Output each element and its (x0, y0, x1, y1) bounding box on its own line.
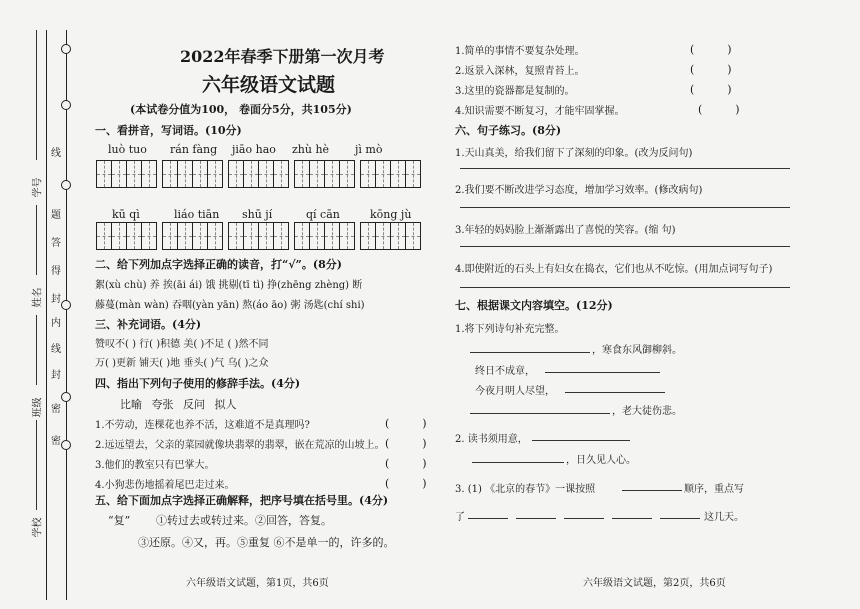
q4-item: 1.不劳动，连棵花也养不活，这难道不是真理吗? (95, 420, 310, 431)
name-blank[interactable] (36, 205, 37, 275)
poem-blank[interactable] (565, 392, 665, 393)
poem-line: 今夜月明人尽望， (475, 386, 555, 397)
answer-parens[interactable]: ( ) (690, 83, 732, 96)
q4-options: 比喻 夸张 反问 拟人 (120, 398, 237, 411)
poem-blank[interactable] (470, 352, 590, 353)
day-blank[interactable] (564, 518, 604, 519)
proverb-blank[interactable] (472, 462, 564, 463)
q6-item: 1.天山真美，给我们留下了深刻的印象。(改为反问句) (455, 148, 693, 159)
seal-char: 题 (51, 210, 61, 221)
answer-line[interactable] (460, 168, 790, 169)
q1-pinyin: shū jí (242, 208, 273, 221)
answer-parens[interactable]: ( ) (690, 43, 732, 56)
school-blank[interactable] (36, 420, 37, 510)
q1-pinyin: kōng jù (370, 208, 412, 221)
binding-hole (61, 44, 71, 54)
q2-line: 藤蔓(màn wàn) 吞咽(yàn yān) 熬(áo āo) 粥 汤匙(chí shi) (95, 300, 365, 311)
exam-title: 2022年春季下册第一次月考 (180, 47, 385, 66)
binding-hole (61, 180, 71, 190)
binding-line-inner (66, 30, 67, 600)
order-blank[interactable] (622, 490, 682, 491)
q6-item: 4.即使附近的石头上有妇女在捣衣，它们也从不吃惊。(用加点词写句子) (455, 264, 773, 275)
seal-char: 密 (51, 404, 61, 415)
class-label: 班级 (32, 397, 44, 418)
q7-sub3: 顺序，重点写 (684, 484, 744, 495)
poem-line: ，老大徒伤悲。 (612, 406, 682, 417)
page-footer-right: 六年级语文试题，第2页，共6页 (583, 578, 726, 589)
q5-definitions: ③还原。④又，再。⑤重复 ⑥不是单一的，许多的。 (138, 536, 395, 549)
q5-item: 4.知识需要不断复习，才能牢固掌握。 (455, 106, 625, 117)
q5-item: 3.这里的瓷器都是复制的。 (455, 86, 575, 97)
seal-char: 线 (51, 344, 61, 355)
answer-parens[interactable]: ( ) (385, 417, 427, 430)
binding-hole (61, 300, 71, 310)
q3-heading: 三、补充词语。(4分) (95, 318, 202, 331)
answer-parens[interactable]: ( ) (385, 477, 427, 490)
binding-hole (61, 392, 71, 402)
answer-line[interactable] (460, 207, 790, 208)
q1-pinyin: zhù hè (292, 143, 330, 156)
seal-feng-char: 封 (51, 294, 61, 305)
answer-line[interactable] (460, 287, 790, 288)
student-id-label: 学号 (32, 177, 44, 198)
name-label: 姓名 (32, 287, 44, 308)
q5-heading: 五、给下面加点字选择正确解释，把序号填在括号里。(4分) (95, 494, 389, 507)
q1-pinyin: kū qì (112, 208, 140, 221)
q4-item: 3.他们的教室只有巴掌大。 (95, 460, 215, 471)
q4-heading: 四、指出下列句子使用的修辞手法。(4分) (95, 377, 301, 390)
proverb-blank[interactable] (532, 440, 630, 441)
pinyin-writing-grid-row1[interactable] (96, 160, 420, 188)
q1-pinyin: luò tuo (108, 143, 147, 156)
q7-heading: 七、根据课文内容填空。(12分) (455, 299, 613, 312)
q5-definitions: ①转过去或转过来。②回答，答复。 (156, 514, 332, 527)
seal-char: 内 (51, 318, 61, 329)
answer-parens[interactable]: ( ) (385, 437, 427, 450)
pinyin-writing-grid-row2[interactable] (96, 222, 420, 250)
q1-heading: 一、看拼音，写词语。(10分) (95, 124, 242, 137)
q5-word: “复” (108, 514, 131, 527)
class-blank[interactable] (36, 315, 37, 385)
exam-subtitle: 六年级语文试题 (202, 74, 336, 96)
q3-line: 万( )更新 铺天( )地 垂头( )气 乌( )之众 (95, 358, 269, 369)
q6-item: 2.我们要不断改进学习态度，增加学习效率。(修改病句) (455, 185, 703, 196)
answer-parens[interactable]: ( ) (698, 103, 740, 116)
day-blank[interactable] (660, 518, 700, 519)
q7-sub3: 了 (455, 512, 465, 523)
binding-hole (61, 100, 71, 110)
seal-mi-char: 密 (51, 436, 61, 447)
seal-char: 得 (51, 266, 61, 277)
poem-line: ，寒食东风御柳斜。 (592, 345, 682, 356)
q1-pinyin: liáo tiān (174, 208, 220, 221)
poem-blank[interactable] (470, 413, 610, 414)
poem-blank[interactable] (545, 372, 660, 373)
q5-item: 2.返景入深林，复照青苔上。 (455, 66, 585, 77)
score-note: (本试卷分值为100， 卷面分5分，共105分) (130, 103, 352, 116)
q1-pinyin: jì mò (355, 143, 383, 156)
binding-line-outer (46, 30, 47, 600)
student-id-blank[interactable] (36, 30, 37, 160)
q1-pinyin: jiāo hao (232, 143, 276, 156)
seal-char: 封 (51, 370, 61, 381)
day-blank[interactable] (516, 518, 556, 519)
q2-heading: 二、给下列加点字选择正确的读音，打“√”。(8分) (95, 258, 342, 271)
school-label: 学校 (32, 517, 44, 538)
q6-heading: 六、句子练习。(8分) (455, 124, 562, 137)
q7-sub2: 2. 读书须用意， (455, 434, 528, 445)
q7-sub3: 这几天。 (704, 512, 744, 523)
day-blank[interactable] (468, 518, 508, 519)
seal-char: 答 (51, 238, 61, 249)
q6-item: 3.年轻的妈妈脸上渐渐露出了喜悦的笑容。(缩 句) (455, 225, 676, 236)
answer-line[interactable] (460, 246, 790, 247)
day-blank[interactable] (612, 518, 652, 519)
q1-pinyin: rán fàng (170, 143, 218, 156)
seal-line-char: 线 (51, 148, 61, 159)
binding-hole (61, 440, 71, 450)
q5-item: 1.简单的事情不要复杂处理。 (455, 46, 585, 57)
q4-item: 2.远远望去，父亲的菜园就像块翡翠的翡翠，嵌在荒凉的山坡上。 (95, 440, 385, 451)
answer-parens[interactable]: ( ) (690, 63, 732, 76)
q3-line: 赞叹不( ) 行( )积德 美( )不足 ( )然不同 (95, 339, 269, 350)
poem-line: 终日不成章， (475, 366, 535, 377)
q2-line: 絮(xù chù) 养 挨(āi ái) 饿 挑剔(tī tì) 挣(zhēng zhèng) 断 (95, 280, 363, 291)
q7-sub3: 3. (1) 《北京的春节》一课按照 (455, 484, 596, 495)
q1-pinyin: qí cān (306, 208, 340, 221)
answer-parens[interactable]: ( ) (385, 457, 427, 470)
page-footer-left: 六年级语文试题，第1页，共6页 (186, 578, 329, 589)
q4-item: 4.小狗悲伤地摇着尾巴走过来。 (95, 480, 235, 491)
q7-sub1: 1.将下列诗句补充完整。 (455, 324, 565, 335)
proverb-line: ，日久见人心。 (566, 455, 636, 466)
